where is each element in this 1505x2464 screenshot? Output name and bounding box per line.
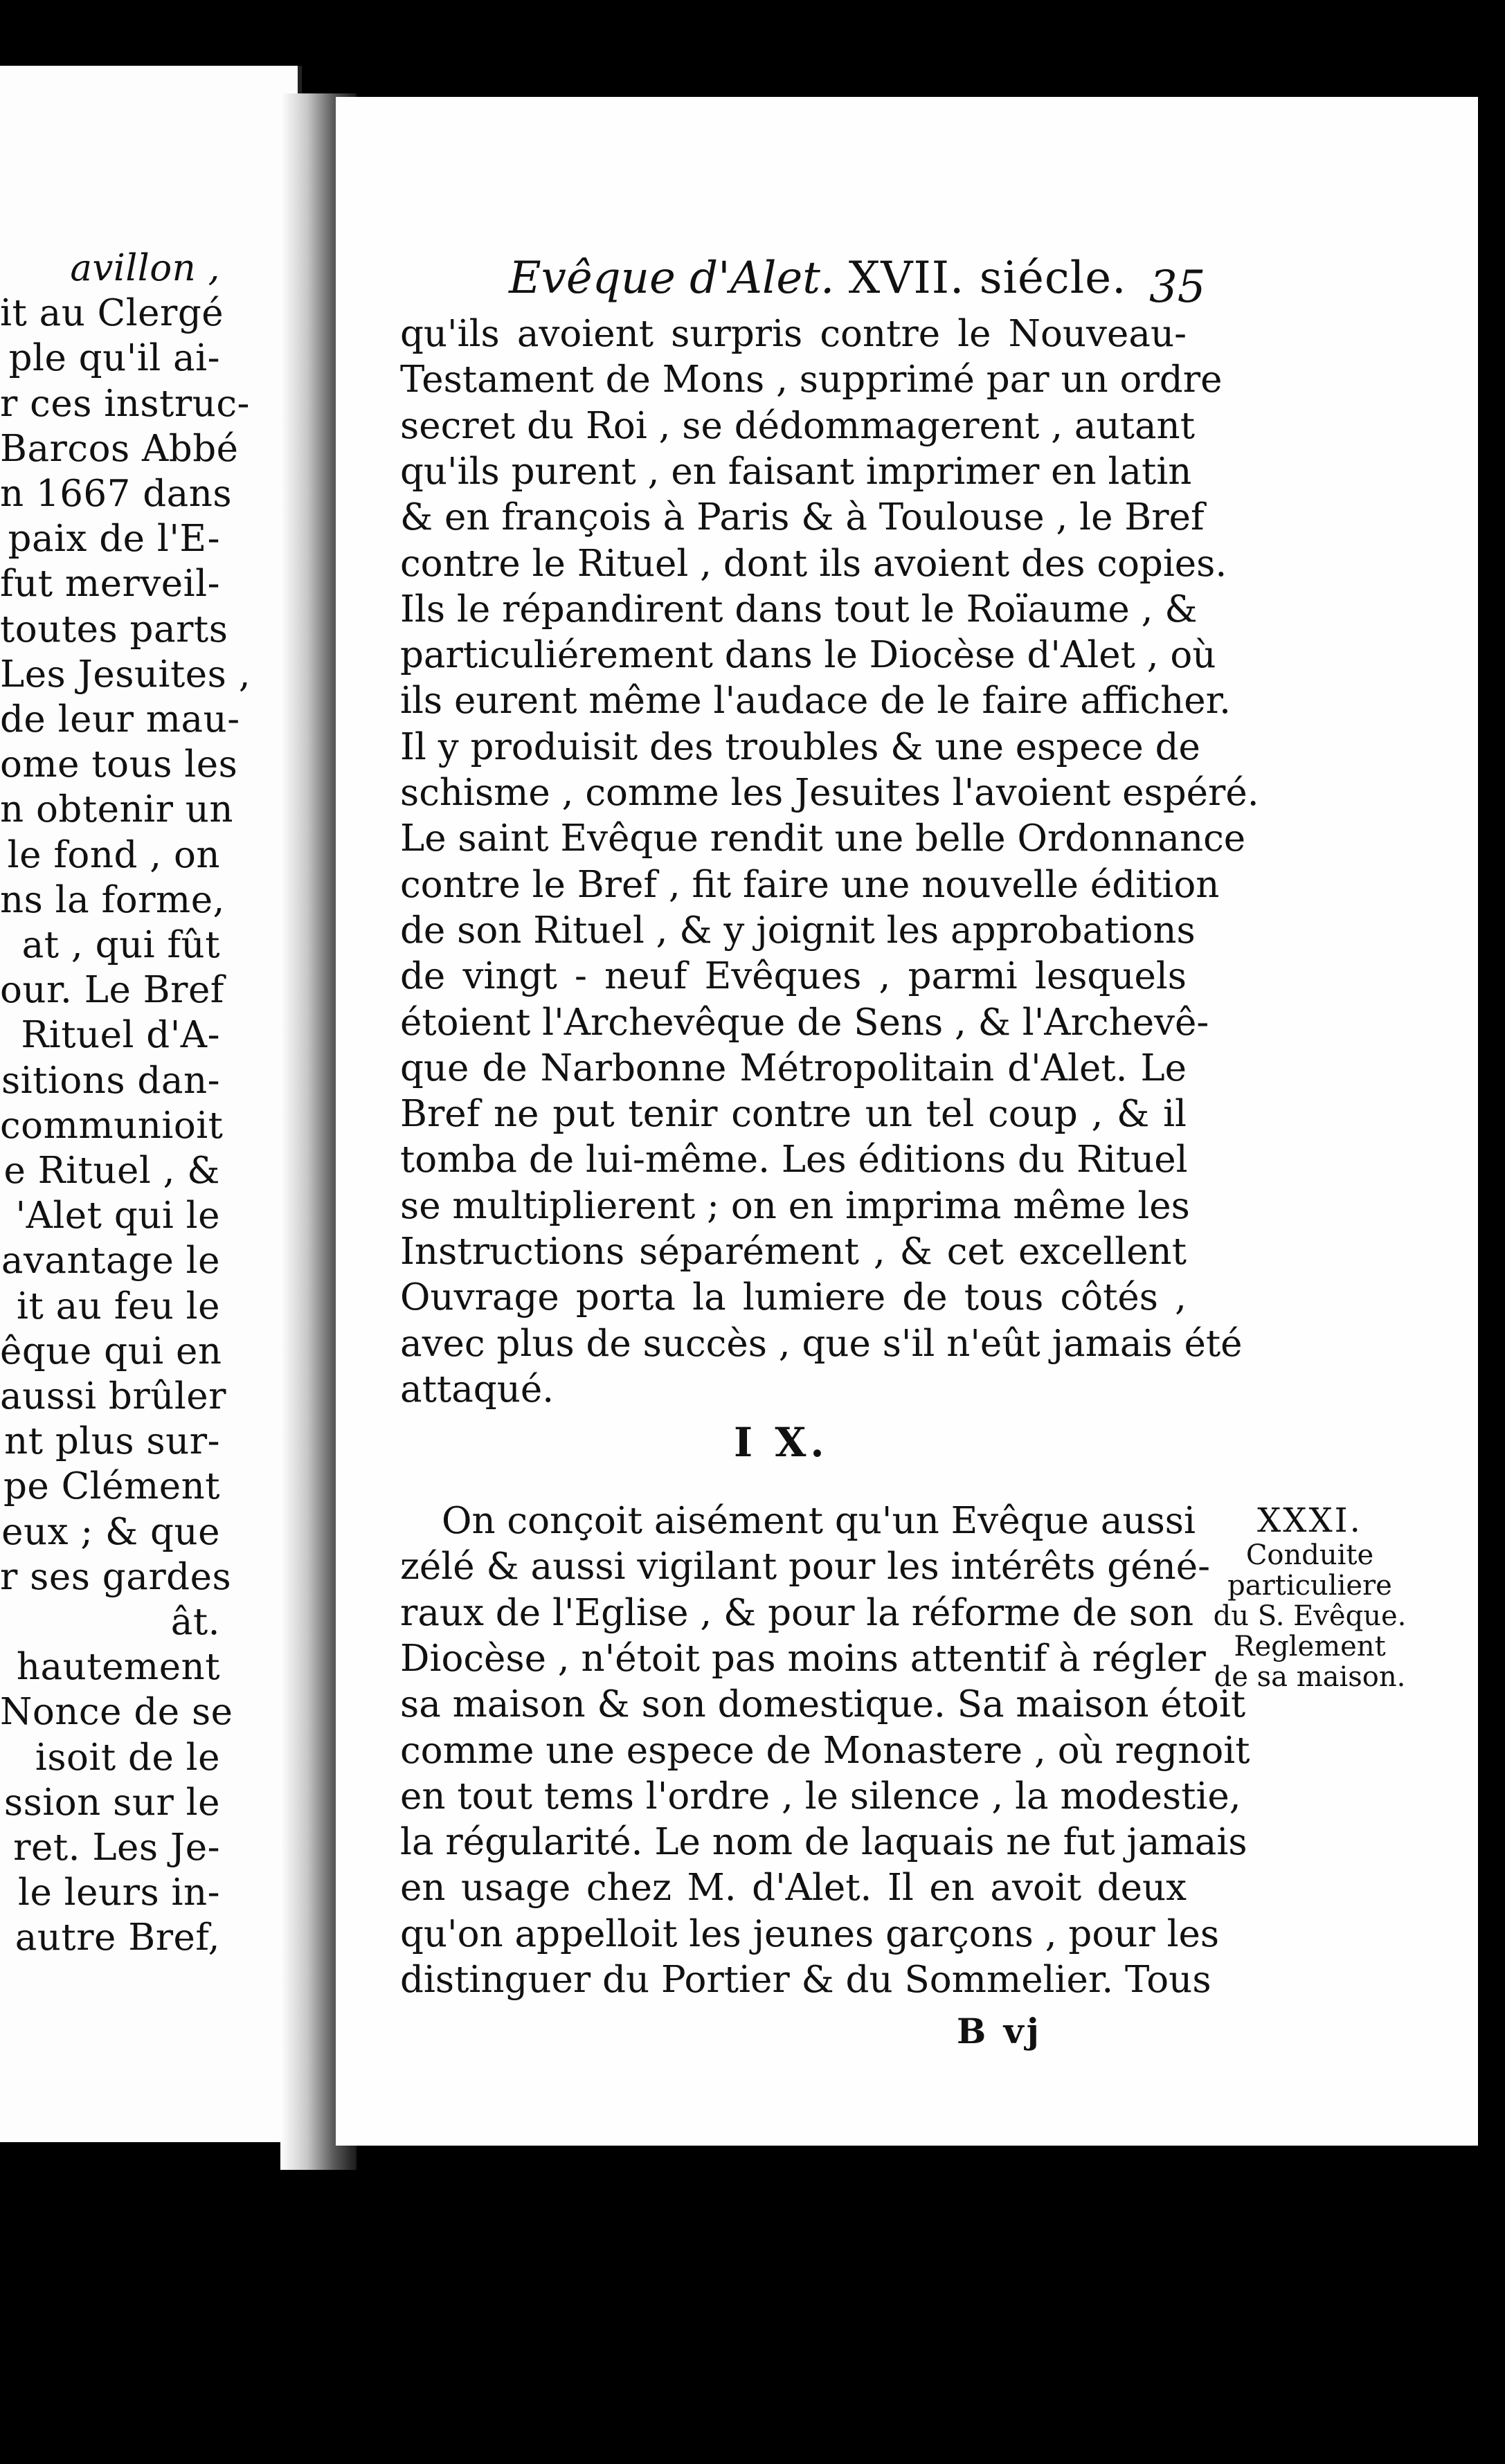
left-page-line: n 1667 dans	[0, 473, 233, 515]
body-text-line: raux de l'Eglise , & pour la réforme de son	[400, 1591, 1194, 1634]
body-text-line: Ils le répandirent dans tout le Roïaume , &	[400, 588, 1198, 631]
left-page-line: de leur mau-	[0, 698, 240, 741]
left-page-line: eux ; & que	[1, 1510, 220, 1553]
body-text-line: contre le Bref , fit faire une nouvelle édition	[400, 863, 1220, 906]
body-text-line: Diocèse , n'étoit pas moins attentif à régler	[400, 1637, 1206, 1680]
left-page-line: n obtenir un	[0, 788, 234, 831]
running-header	[509, 253, 1126, 304]
margin-note-line: Reglement	[1234, 1631, 1386, 1663]
body-text-line: attaqué.	[400, 1368, 555, 1411]
body-text-line: de son Rituel , & y joignit les approbations	[400, 909, 1196, 952]
body-text-line: distinguer du Portier & du Sommelier. Tous	[400, 1959, 1211, 2001]
left-page-line: ome tous les	[0, 743, 238, 786]
margin-note	[1213, 1501, 1407, 1693]
section-heading: I X.	[734, 1419, 829, 1466]
left-page-line: ssion sur le	[3, 1781, 220, 1824]
body-text-line: qu'ils purent , en faisant imprimer en latin	[400, 450, 1192, 493]
body-text-line: qu'on appelloit les jeunes garçons , pour les	[400, 1912, 1220, 1955]
left-page-line: at , qui fût	[21, 924, 220, 966]
left-page-line: autre Bref,	[15, 1917, 220, 1959]
body-text-line: Testament de Mons , supprimé par un ordre	[400, 359, 1223, 401]
left-page-line: ât.	[170, 1601, 220, 1643]
body-text-line: se multiplierent ; on en imprima même les	[400, 1184, 1190, 1227]
left-page-line: paix de l'E-	[8, 518, 220, 561]
left-page-line: our. Le Bref	[0, 969, 224, 1012]
body-text-line: tomba de lui-même. Les éditions du Rituel	[400, 1139, 1188, 1181]
body-text-line: que de Narbonne Métropolitain d'Alet. Le	[400, 1047, 1187, 1089]
left-page-line: sitions dan-	[1, 1059, 220, 1102]
margin-note-line: du S. Evêque.	[1213, 1600, 1407, 1632]
body-text-line: qu'ils avoient surpris contre le Nouveau-	[400, 313, 1187, 355]
body-text-line: Le saint Evêque rendit une belle Ordonnance	[400, 817, 1246, 860]
body-text-line: Ouvrage porta la lumiere de tous côtés ,	[400, 1276, 1187, 1319]
body-text-line: particuliérement dans le Diocèse d'Alet , où	[400, 634, 1216, 677]
body-text-line: Instructions séparément , & cet excellent	[400, 1231, 1187, 1273]
left-page-line: 'Alet qui le	[15, 1195, 220, 1238]
left-page-line: Rituel d'A-	[21, 1014, 220, 1057]
left-page-line: r ses gardes	[0, 1555, 232, 1598]
body-text-line: sa maison & son domestique. Sa maison étoit	[400, 1683, 1246, 1726]
left-page-line: ple qu'il ai-	[8, 337, 220, 380]
left-page-line: Nonce de se	[0, 1691, 233, 1734]
body-text-line: & en françois à Paris & à Toulouse , le Bref	[400, 496, 1205, 539]
left-page-line: communioit	[0, 1104, 224, 1147]
body-text-line: On conçoit aisément qu'un Evêque aussi	[442, 1500, 1196, 1542]
left-page-line: e Rituel , &	[3, 1150, 220, 1192]
left-page-line: ret. Les Je-	[13, 1827, 220, 1869]
left-page-line: toutes parts	[0, 608, 228, 651]
left-page-line: Barcos Abbé	[0, 427, 239, 470]
left-page-line: r ces instruc-	[0, 382, 250, 425]
left-page-line: it au feu le	[17, 1285, 220, 1328]
left-page-line: aussi brûler	[0, 1375, 226, 1417]
body-text-line: secret du Roi , se dédommagerent , autant	[400, 404, 1195, 447]
body-text-line: comme une espece de Monastere , où regnoit	[400, 1729, 1250, 1772]
margin-note-line: de sa maison.	[1214, 1661, 1406, 1693]
header-title: Evêque d'Alet.	[509, 253, 835, 304]
body-text-line: ils eurent même l'audace de le faire afficher.	[400, 680, 1231, 723]
left-page-line: it au Clergé	[0, 292, 224, 335]
page-number: 35	[1149, 262, 1206, 313]
body-text-line: en usage chez M. d'Alet. Il en avoit deux	[400, 1867, 1187, 1910]
margin-note-number: XXXI.	[1257, 1501, 1362, 1540]
body-text-line: schisme , comme les Jesuites l'avoient espéré.	[400, 772, 1259, 814]
left-page-line: Les Jesuites ,	[0, 653, 251, 696]
body-text-line: contre le Rituel , dont ils avoient des copies.	[400, 542, 1227, 585]
body-text-line: Il y produisit des troubles & une espece de	[400, 725, 1200, 768]
signature-mark: B vj	[957, 2011, 1042, 2051]
margin-note-line: Conduite	[1245, 1539, 1374, 1571]
left-page-line: nt plus sur-	[4, 1420, 220, 1463]
left-page-line: fut merveil-	[0, 563, 220, 606]
left-page-line: hautement	[16, 1646, 220, 1689]
left-page-line: isoit de le	[35, 1736, 220, 1779]
left-page-line: êque qui en	[0, 1330, 222, 1373]
body-text-line: Bref ne put tenir contre un tel coup , & il	[400, 1093, 1187, 1136]
left-page-line: ns la forme,	[0, 878, 225, 921]
left-page-line: avillon ,	[70, 247, 220, 289]
body-text-line: étoient l'Archevêque de Sens , & l'Archevê-	[400, 1001, 1209, 1044]
body-text-line: en tout tems l'ordre , le silence , la modestie,	[400, 1775, 1241, 1818]
left-page-line: le leurs in-	[18, 1872, 220, 1914]
margin-note-line: particuliere	[1227, 1570, 1392, 1602]
body-text-line: de vingt - neuf Evêques , parmi lesquels	[400, 955, 1187, 998]
left-page-line: pe Clément	[3, 1465, 220, 1508]
body-text-line: zélé & aussi vigilant pour les intérêts géné-	[400, 1546, 1211, 1588]
left-page-line: avantage le	[1, 1240, 220, 1283]
body-text-line: la régularité. Le nom de laquais ne fut jamais	[400, 1821, 1247, 1864]
header-century: XVII. siécle.	[848, 253, 1127, 304]
body-text-line: avec plus de succès , que s'il n'eût jamais été	[400, 1322, 1243, 1365]
left-page-line: le fond , on	[7, 833, 220, 876]
